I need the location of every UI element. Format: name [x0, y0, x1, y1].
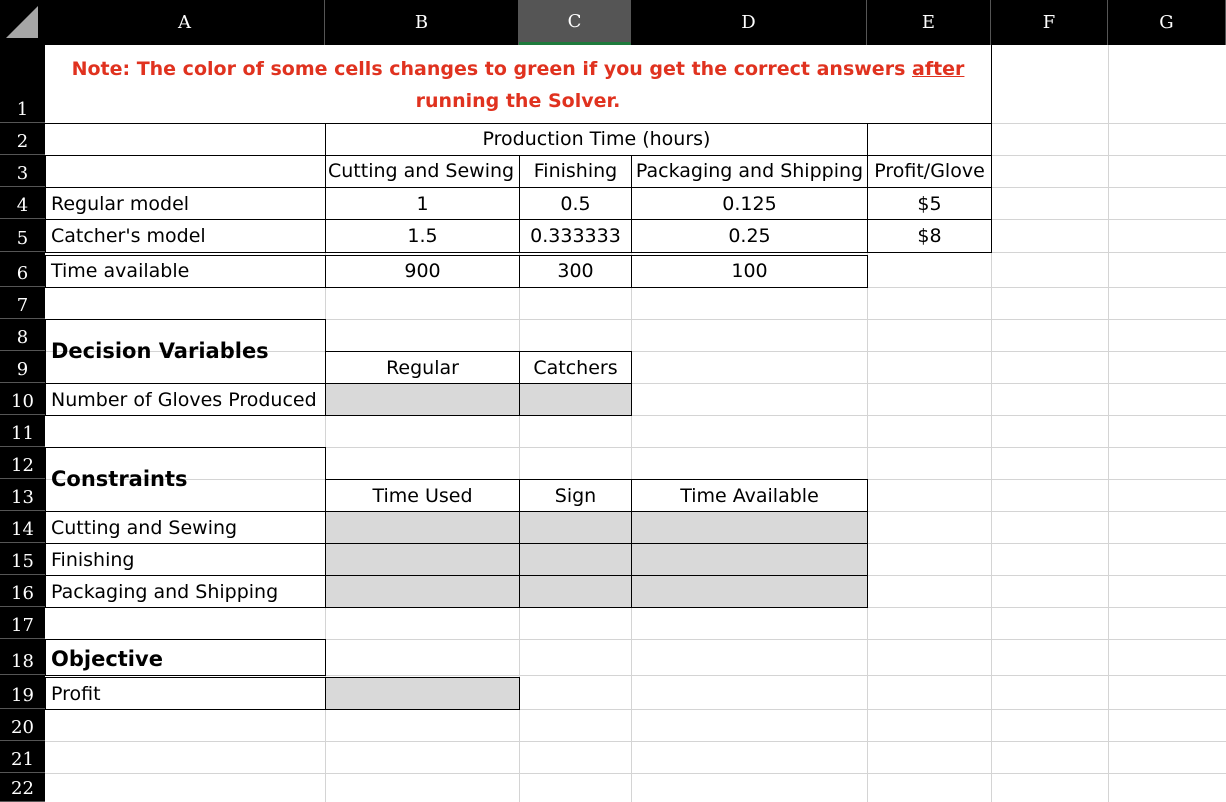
note-cell[interactable] [45, 45, 992, 124]
column-header-g[interactable]: G [1108, 0, 1226, 45]
row-header-7[interactable]: 7 [0, 287, 45, 319]
finishing-time-used-input[interactable] [325, 543, 520, 576]
header-packaging-shipping: Packaging and Shipping [635, 160, 864, 182]
column-header-e[interactable]: E [867, 0, 991, 45]
column-header-d[interactable]: D [631, 0, 867, 45]
row-header-9[interactable]: 9 [0, 351, 45, 383]
regular-finishing-value: 0.5 [560, 193, 591, 215]
select-all-corner[interactable] [0, 0, 46, 45]
select-all-triangle-icon [6, 6, 38, 38]
regular-packaging-value: 0.125 [722, 193, 777, 215]
catcher-finishing-value: 0.333333 [530, 225, 621, 247]
cutting-sign-input[interactable] [519, 511, 632, 544]
row-header-11[interactable]: 11 [0, 415, 45, 447]
time-available-packaging: 100 [731, 260, 768, 282]
regular-gloves-input[interactable] [325, 383, 520, 416]
finishing-sign-input[interactable] [519, 543, 632, 576]
row-header-17[interactable]: 17 [0, 607, 45, 639]
label-catchers-model: Catcher's model [51, 225, 206, 247]
time-available-cutting: 900 [404, 260, 441, 282]
row-header-2[interactable]: 2 [0, 123, 45, 155]
packaging-time-used-input[interactable] [325, 575, 520, 608]
row-header-8[interactable]: 8 [0, 319, 45, 351]
label-time-available: Time available [51, 260, 190, 282]
row-header-14[interactable]: 14 [0, 511, 45, 543]
catcher-profit-value: $8 [917, 225, 942, 247]
row-header-1[interactable]: 1 [0, 45, 45, 123]
row-header-6[interactable]: 6 [0, 252, 45, 287]
regular-profit-value: $5 [917, 193, 942, 215]
note-text [45, 45, 991, 117]
row-header-3[interactable]: 3 [0, 155, 45, 187]
row-header-18[interactable]: 18 [0, 639, 45, 675]
header-finishing: Finishing [533, 160, 618, 182]
constraint-label-finishing: Finishing [51, 549, 135, 571]
row-header-13[interactable]: 13 [0, 479, 45, 511]
label-number-of-gloves: Number of Gloves Produced [51, 389, 317, 411]
catcher-packaging-value: 0.25 [728, 225, 771, 247]
constraint-label-cutting: Cutting and Sewing [51, 517, 238, 539]
production-time-header: Production Time (hours) [482, 128, 711, 150]
row-header-12[interactable]: 12 [0, 447, 45, 479]
row-header-15[interactable]: 15 [0, 543, 45, 575]
label-profit: Profit [51, 683, 101, 705]
catcher-cutting-value: 1.5 [407, 225, 438, 247]
note-text-part1: Note: The color of some cells changes to green if you get the correct answers [71, 58, 912, 80]
column-header-b[interactable]: B [325, 0, 519, 45]
packaging-time-available-input[interactable] [631, 575, 868, 608]
constraints-header-time-used: Time Used [372, 485, 473, 507]
label-regular-model: Regular model [51, 193, 190, 215]
row-header-20[interactable]: 20 [0, 709, 45, 741]
cutting-time-used-input[interactable] [325, 511, 520, 544]
column-header-f[interactable]: F [991, 0, 1108, 45]
profit-objective-input[interactable] [325, 677, 520, 710]
decision-header-regular: Regular [386, 357, 459, 379]
header-profit-glove: Profit/Glove [874, 160, 985, 182]
time-available-finishing: 300 [557, 260, 594, 282]
finishing-time-available-input[interactable] [631, 543, 868, 576]
decision-variables-title: Decision Variables [51, 339, 269, 363]
constraints-title: Constraints [51, 467, 188, 491]
header-cutting-sewing: Cutting and Sewing [328, 160, 515, 182]
regular-cutting-value: 1 [416, 193, 429, 215]
row-header-22[interactable]: 22 [0, 773, 45, 802]
column-header-c[interactable]: C [519, 0, 631, 45]
note-text-part2: running the Solver. [415, 90, 621, 112]
constraint-label-packaging: Packaging and Shipping [51, 581, 279, 603]
row-header-19[interactable]: 19 [0, 675, 45, 709]
objective-title: Objective [51, 647, 163, 671]
row-header-21[interactable]: 21 [0, 741, 45, 773]
profit-header-top-cell[interactable] [867, 123, 992, 156]
packaging-sign-input[interactable] [519, 575, 632, 608]
row-header-16[interactable]: 16 [0, 575, 45, 607]
constraints-header-time-available: Time Available [680, 485, 819, 507]
column-header-a[interactable]: A [45, 0, 325, 45]
cell-a3[interactable] [45, 155, 326, 188]
row-header-10[interactable]: 10 [0, 383, 45, 415]
row-header-5[interactable]: 5 [0, 219, 45, 252]
decision-header-catchers: Catchers [533, 357, 618, 379]
catchers-gloves-input[interactable] [519, 383, 632, 416]
cutting-time-available-input[interactable] [631, 511, 868, 544]
constraints-header-sign: Sign [554, 485, 597, 507]
note-text-underlined: after [912, 58, 965, 80]
row-header-4[interactable]: 4 [0, 187, 45, 219]
